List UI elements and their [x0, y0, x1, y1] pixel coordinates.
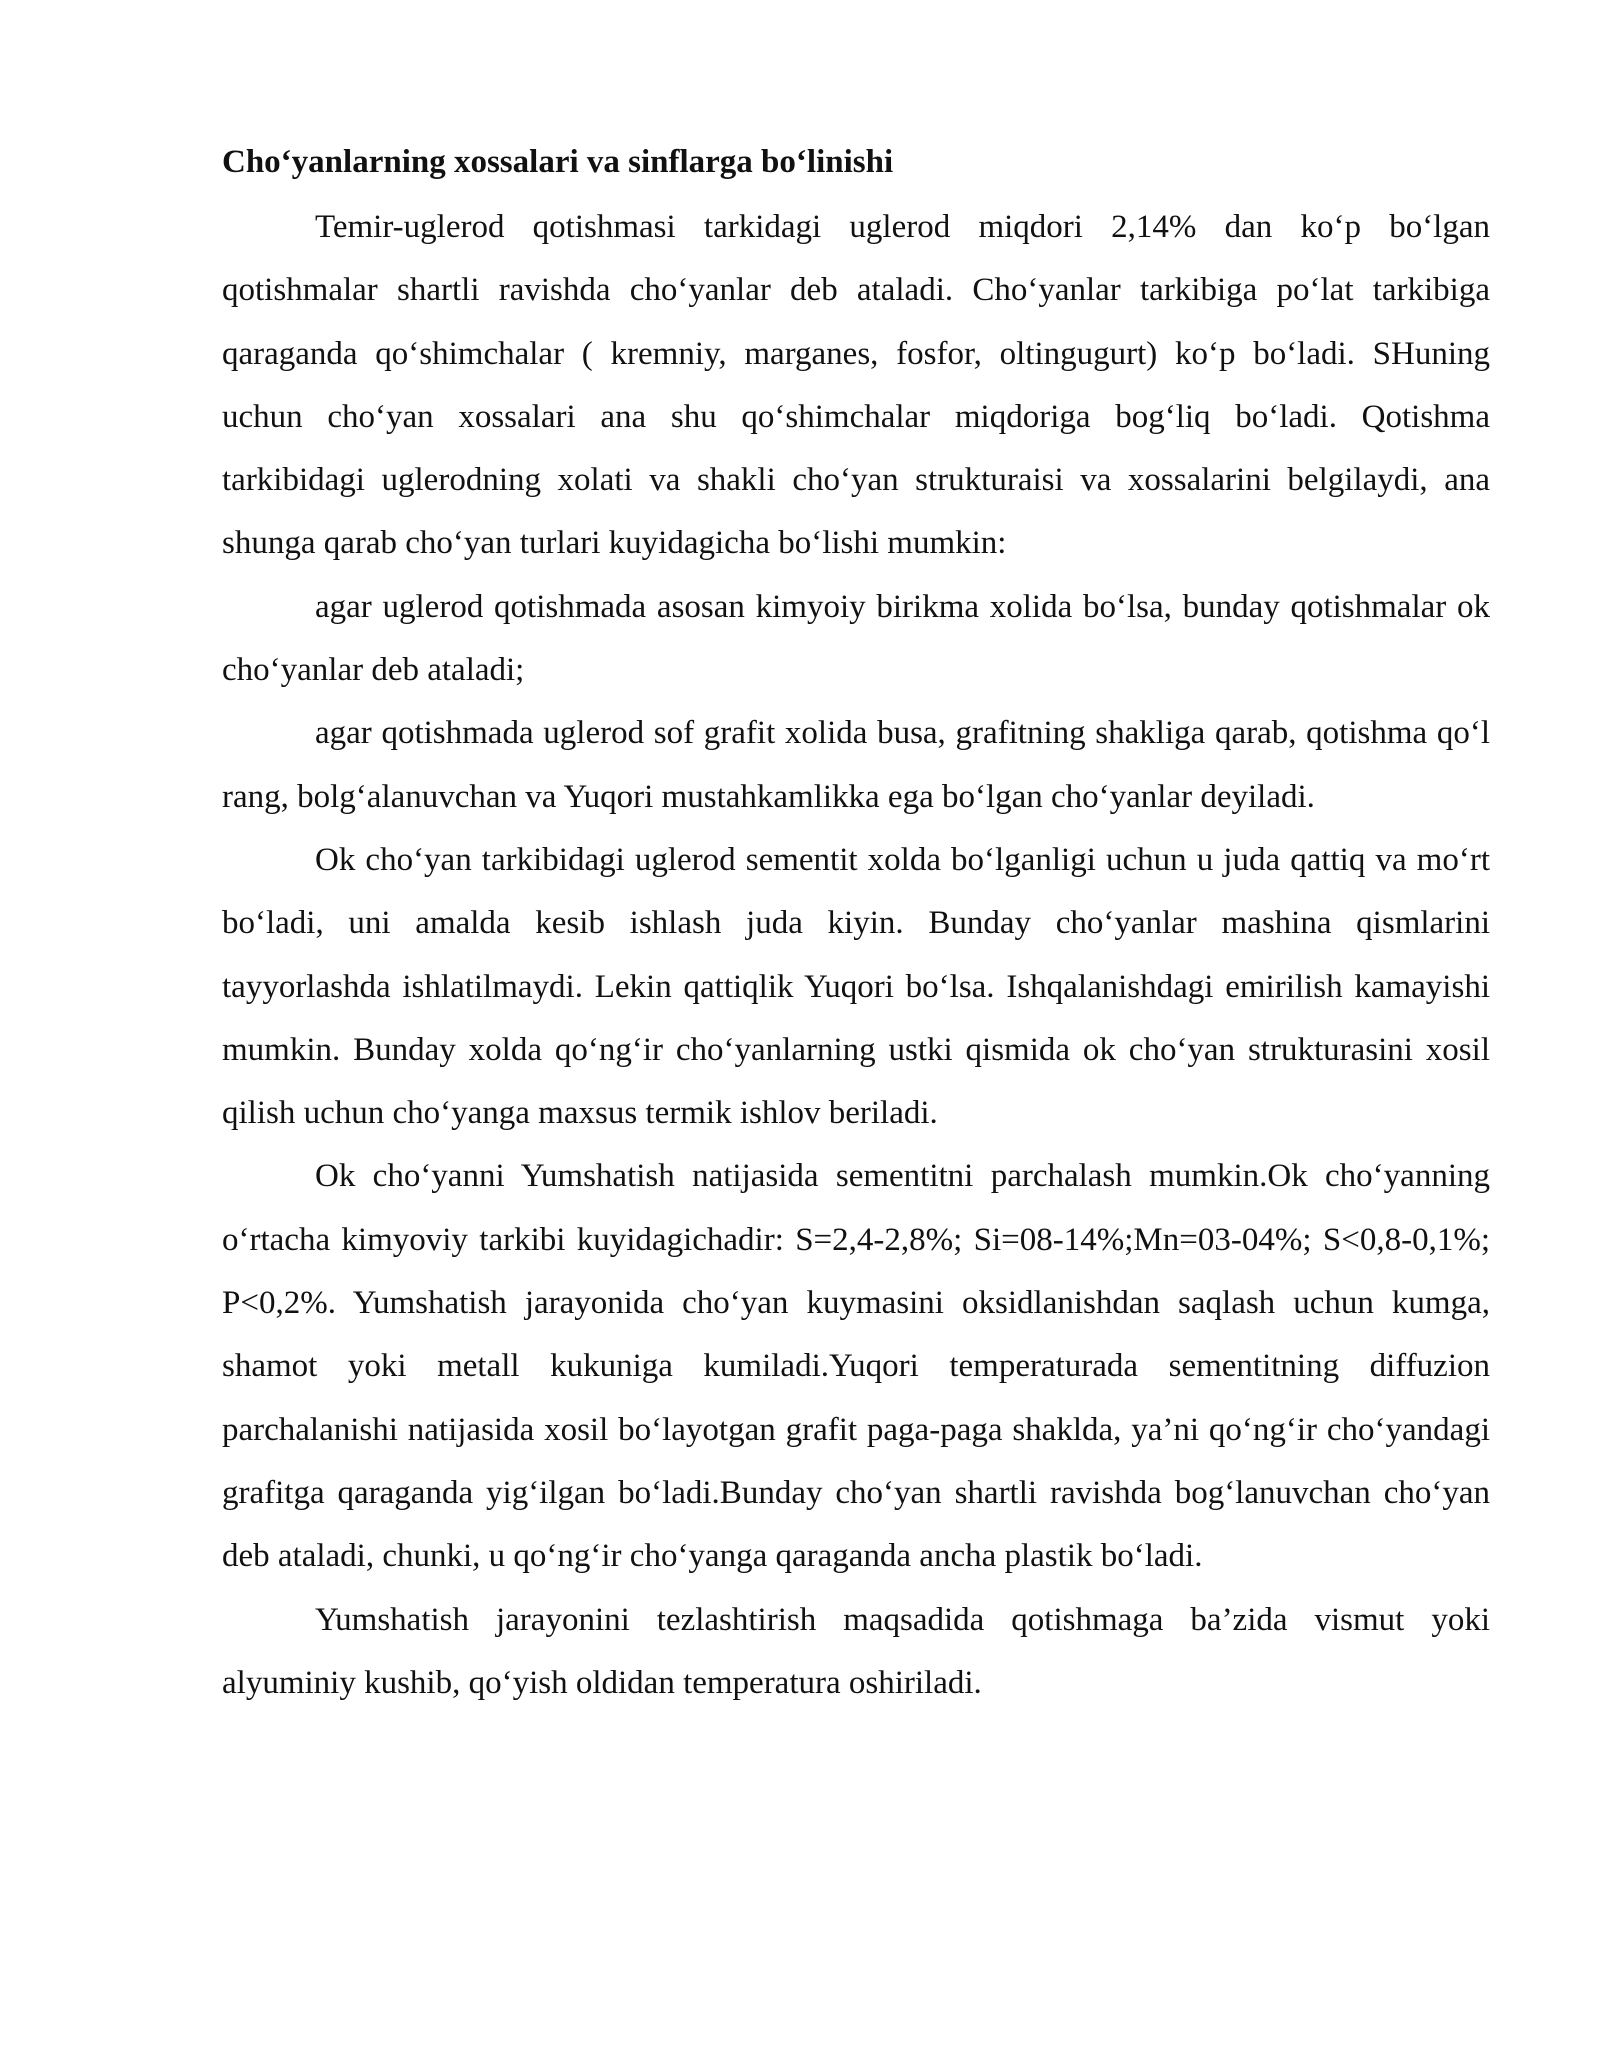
paragraph-intro: Temir-uglerod qotishmasi tarkidagi uglerod miqdori 2,14% dan ko‘p bo‘lgan qotishmalar shartli ravishda cho‘yanlar deb ataladi. Cho‘yanlar tarkibiga po‘lat tarkibiga qaraganda qo‘shimchalar ( kremniy, marganes, fosfor, oltingugurt) ko‘p bo‘ladi. SHuning uchun cho‘yan xossalari ana shu qo‘shimchalar miqdoriga bog‘liq bo‘ladi. Qotishma tarkibidagi uglerodning xolati va shakli cho‘yan strukturaisi va xossalarini belgilaydi, ana shunga qarab cho‘yan turlari kuyidagicha bo‘lishi mumkin:: [222, 209, 1490, 562]
paragraph-white-cast-iron-properties: Ok cho‘yan tarkibidagi uglerod sementit xolda bo‘lganligi uchun u juda qattiq va mo‘rt bo‘ladi, uni amalda kesib ishlash juda kiyin. Bunday cho‘yanlar mashina qismlarini tayyorlashda ishlatilmaydi. Lekin qattiqlik Yuqori bo‘lsa. Ishqalanishdagi emirilish kamayishi mumkin. Bunday xolda qo‘ng‘ir cho‘yanlarning ustki qismida ok cho‘yan strukturasini xosil qilish uchun cho‘yanga maxsus termik ishlov beriladi.: [222, 841, 1490, 1132]
paragraph-graphite-cast-iron-definition: agar qotishmada uglerod sof grafit xolida busa, grafitning shakliga qarab, qotishma qo‘l rang, bolg‘alanuvchan va Yuqori mustahkamlikka ega bo‘lgan cho‘yanlar deyiladi.: [222, 715, 1490, 815]
document-body: [222, 140, 1490, 1715]
document-title: Cho‘yanlarning xossalari va sinflarga bo‘linishi: [222, 144, 894, 180]
paragraph-annealing-acceleration: Yumshatish jarayonini tezlashtirish maqsadida qotishmaga ba’zida vismut yoki alyuminiy kushib, qo‘yish oldidan temperatura oshiriladi.: [222, 1601, 1490, 1701]
paragraph-white-cast-iron-definition: agar uglerod qotishmada asosan kimyoiy birikma xolida bo‘lsa, bunday qotishmalar ok cho‘yanlar deb ataladi;: [222, 588, 1490, 689]
paragraph-annealing: Ok cho‘yanni Yumshatish natijasida sementitni parchalash mumkin.Ok cho‘yanning o‘rtacha kimyoviy tarkibi kuyidagichadir: S=2,4-2,8%; Si=08-14%;Mn=03-04%; S<0,8-0,1%; P<0,2%. Yumshatish jarayonida cho‘yan kuymasini oksidlanishdan saqlash uchun kumga, shamot yoki metall kukuniga kumiladi.Yuqori temperaturada sementitning diffuzion parchalanishi natijasida xosil bo‘layotgan grafit paga-paga shaklda, ya’ni qo‘ng‘ir cho‘yandagi grafitga qaraganda yig‘ilgan bo‘ladi.Bunday cho‘yan shartli ravishda bog‘lanuvchan cho‘yan deb ataladi, chunki, u qo‘ng‘ir cho‘yanga qaraganda ancha plastik bo‘ladi.: [222, 1158, 1490, 1575]
